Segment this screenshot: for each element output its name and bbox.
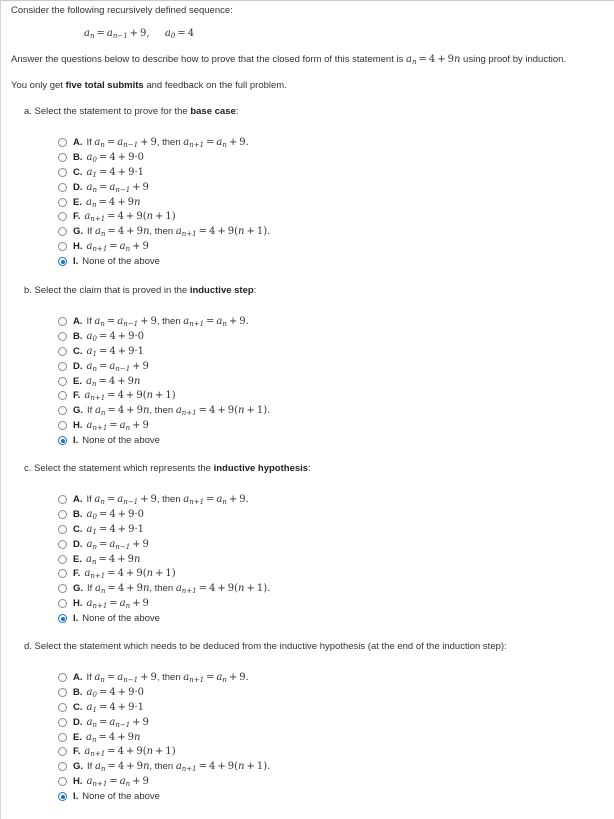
part-a-option-d[interactable] [58,180,270,195]
part-c-option-h[interactable] [58,596,270,611]
option-letter: E. [73,375,82,387]
part-c-option-g[interactable] [58,581,270,596]
option-letter: C. [73,523,83,535]
option-letter: I. [73,435,79,447]
radio-button[interactable] [58,198,67,207]
closed-form: $a_n = 4 + 9n$ [405,54,461,66]
radio-button[interactable] [58,703,67,712]
part-a-option-g[interactable] [58,224,270,239]
part-d-options [58,670,270,804]
option-text: $a_n = 4 + 9n$ [85,731,141,744]
option-text: $a_{n+1} = a_n + 9$ [86,776,149,789]
part-c-option-b[interactable] [58,507,270,522]
option-text: $a_n = a_{n-1} + 9$ [86,538,149,551]
part-c-option-f[interactable] [58,566,270,581]
part-a-option-i[interactable] [58,254,270,269]
option-text: $a_1 = 4 + 9\cdot 1$ [86,345,144,358]
part-a-prompt [24,106,238,117]
radio-button[interactable] [58,762,67,771]
option-text: $a_n = 4 + 9n$ [85,375,141,388]
part-a-option-c[interactable] [58,165,270,180]
radio-button[interactable] [58,495,67,504]
part-b-option-f[interactable] [58,388,270,403]
part-b-option-i[interactable] [58,433,270,448]
option-letter: F. [73,390,81,402]
option-text: $a_1 = 4 + 9\cdot 1$ [86,701,144,714]
option-letter: F. [73,211,81,223]
option-letter: H. [73,241,83,253]
option-letter: C. [73,701,83,713]
option-letter: G. [73,405,84,417]
radio-button[interactable] [58,347,67,356]
part-c-prompt [24,463,311,474]
part-a-option-a[interactable] [58,135,270,150]
part-b-options [58,314,270,448]
recurrence: $a_n = a_{n-1} + 9$, [84,28,150,40]
option-text: $a_{n+1} = 4 + 9(n + 1)$ [84,746,176,759]
option-text: None of the above [82,256,160,268]
part-a-option-f[interactable] [58,209,270,224]
part-c-option-c[interactable] [58,522,270,537]
option-text: $a_1 = 4 + 9\cdot 1$ [86,523,144,536]
option-text: $a_n = 4 + 9n$ [85,553,141,566]
instructions-before: Answer the questions below to describe how to prove that the closed form of this statement is [11,54,406,65]
option-text: $a_{n+1} = 4 + 9(n + 1)$ [84,211,176,224]
submits-count: five total submits [65,80,144,91]
part-a-option-b[interactable] [58,150,270,165]
part-a-options [58,135,270,269]
prompt-keyword: base case [190,106,236,117]
radio-button[interactable] [58,153,67,162]
radio-button[interactable] [58,406,67,415]
option-letter: A. [73,671,83,683]
option-text: None of the above [82,613,160,625]
part-c-option-i[interactable] [58,611,270,626]
option-letter: F. [73,568,81,580]
radio-button[interactable] [58,332,67,341]
top-border [0,0,614,1]
radio-button[interactable] [58,317,67,326]
option-text: $a_n = a_{n-1} + 9$ [86,181,149,194]
option-letter: D. [73,716,83,728]
part-c-option-d[interactable] [58,537,270,552]
radio-button[interactable] [58,733,67,742]
radio-button[interactable] [58,688,67,697]
option-letter: E. [73,553,82,565]
option-text: None of the above [82,435,160,447]
option-text: $a_{n+1} = 4 + 9(n + 1)$ [84,390,176,403]
part-d-option-g[interactable] [58,759,270,774]
option-letter: B. [73,151,83,163]
radio-button[interactable] [58,555,67,564]
option-text: If $a_n = a_{n-1} + 9$ , then $a_{n+1} = a_n + 9$. [86,671,249,684]
part-c-option-a[interactable] [58,492,270,507]
instructions-text [11,54,566,65]
option-letter: G. [73,583,84,595]
option-letter: G. [73,761,84,773]
prompt-keyword: inductive step [189,285,254,296]
initial-value: $a_0 = 4$ [164,28,195,40]
option-text: $a_0 = 4 + 9\cdot 0$ [86,330,144,343]
option-text: $a_n = a_{n-1} + 9$ [86,716,149,729]
option-letter: A. [73,493,83,505]
option-text: $a_1 = 4 + 9\cdot 1$ [86,166,144,179]
prompt-text: d. Select the statement which needs to be deduced from the inductive hypothesis (at the end of the induction step): [24,641,507,652]
part-b-option-d[interactable] [58,359,270,374]
prompt-suffix: : [235,106,239,117]
intro-text: Consider the following recursively defined sequence: [11,5,233,16]
prompt-suffix: : [308,463,311,474]
option-text: If $a_n = a_{n-1} + 9$ , then $a_{n+1} = a_n + 9$. [86,493,249,506]
radio-button[interactable] [58,777,67,786]
submits-before: You only get [11,80,66,91]
option-text: If $a_n = 4 + 9n$ , then $a_{n+1} = 4 + 9(n + 1)$. [87,405,271,418]
option-text: $a_0 = 4 + 9\cdot 0$ [86,508,144,521]
option-letter: B. [73,686,83,698]
part-b-option-e[interactable] [58,374,270,389]
part-d-option-h[interactable] [58,774,270,789]
left-border [0,0,1,819]
radio-button[interactable] [58,257,67,266]
part-d-option-e[interactable] [58,730,270,745]
option-letter: C. [73,345,83,357]
prompt-text: a. Select the statement to prove for the [24,106,191,117]
radio-button[interactable] [58,436,67,445]
part-d-option-a[interactable] [58,670,270,685]
option-letter: H. [73,776,83,788]
radio-button[interactable] [58,792,67,801]
option-text: None of the above [82,791,160,803]
part-b-option-c[interactable] [58,344,270,359]
part-a-option-e[interactable] [58,195,270,210]
option-letter: A. [73,136,83,148]
option-letter: F. [73,746,81,758]
option-letter: I. [73,613,79,625]
radio-button[interactable] [58,242,67,251]
prompt-keyword: inductive hypothesis [213,463,309,474]
radio-button[interactable] [58,614,67,623]
option-text: If $a_n = 4 + 9n$ , then $a_{n+1} = 4 + 9(n + 1)$. [87,583,271,596]
option-text: $a_0 = 4 + 9\cdot 0$ [86,686,144,699]
option-text: $a_{n+1} = 4 + 9(n + 1)$ [84,568,176,581]
radio-button[interactable] [58,138,67,147]
option-letter: E. [73,196,82,208]
part-d-prompt [24,641,507,652]
option-text: $a_0 = 4 + 9\cdot 0$ [86,151,144,164]
option-text: $a_n = 4 + 9n$ [85,196,141,209]
option-letter: B. [73,330,83,342]
radio-button[interactable] [58,510,67,519]
submits-text [11,80,287,91]
option-text: If $a_n = 4 + 9n$ , then $a_{n+1} = 4 + 9(n + 1)$. [87,761,271,774]
prompt-text: b. Select the claim that is proved in the [24,285,190,296]
radio-button[interactable] [58,212,67,221]
part-b-option-h[interactable] [58,418,270,433]
radio-button[interactable] [58,599,67,608]
prompt-text: c. Select the statement which represents the [24,463,214,474]
part-d-option-f[interactable] [58,744,270,759]
option-letter: H. [73,598,83,610]
part-d-option-c[interactable] [58,700,270,715]
option-letter: H. [73,420,83,432]
part-c-option-e[interactable] [58,552,270,567]
part-a-option-h[interactable] [58,239,270,254]
submits-after: and feedback on the full problem. [143,80,287,91]
radio-button[interactable] [58,391,67,400]
radio-button[interactable] [58,227,67,236]
option-letter: D. [73,360,83,372]
radio-button[interactable] [58,525,67,534]
radio-button[interactable] [58,421,67,430]
part-d-option-d[interactable] [58,715,270,730]
option-text: $a_{n+1} = a_n + 9$ [86,420,149,433]
part-b-option-g[interactable] [58,403,270,418]
part-b-option-b[interactable] [58,329,270,344]
radio-button[interactable] [58,540,67,549]
sequence-definition [84,28,194,39]
radio-button[interactable] [58,747,67,756]
option-letter: B. [73,508,83,520]
option-text: $a_n = a_{n-1} + 9$ [86,360,149,373]
part-b-prompt [24,285,256,296]
option-text: $a_{n+1} = a_n + 9$ [86,598,149,611]
option-letter: G. [73,226,84,238]
instructions-after: using proof by induction. [460,54,567,65]
option-letter: D. [73,181,83,193]
option-text: If $a_n = 4 + 9n$ , then $a_{n+1} = 4 + 9(n + 1)$. [87,226,271,239]
part-c-options [58,492,270,626]
part-d-option-b[interactable] [58,685,270,700]
part-d-option-i[interactable] [58,789,270,804]
radio-button[interactable] [58,718,67,727]
radio-button[interactable] [58,168,67,177]
option-letter: D. [73,538,83,550]
prompt-suffix: : [253,285,257,296]
option-text: If $a_n = a_{n-1} + 9$ , then $a_{n+1} = a_n + 9$. [86,315,249,328]
option-letter: E. [73,731,82,743]
radio-button[interactable] [58,584,67,593]
option-letter: I. [73,791,79,803]
option-letter: C. [73,166,83,178]
option-text: $a_{n+1} = a_n + 9$ [86,241,149,254]
radio-button[interactable] [58,569,67,578]
radio-button[interactable] [58,183,67,192]
option-letter: I. [73,256,79,268]
radio-button[interactable] [58,377,67,386]
option-text: If $a_n = a_{n-1} + 9$ , then $a_{n+1} = a_n + 9$. [86,136,249,149]
radio-button[interactable] [58,362,67,371]
part-b-option-a[interactable] [58,314,270,329]
option-letter: A. [73,315,83,327]
radio-button[interactable] [58,673,67,682]
